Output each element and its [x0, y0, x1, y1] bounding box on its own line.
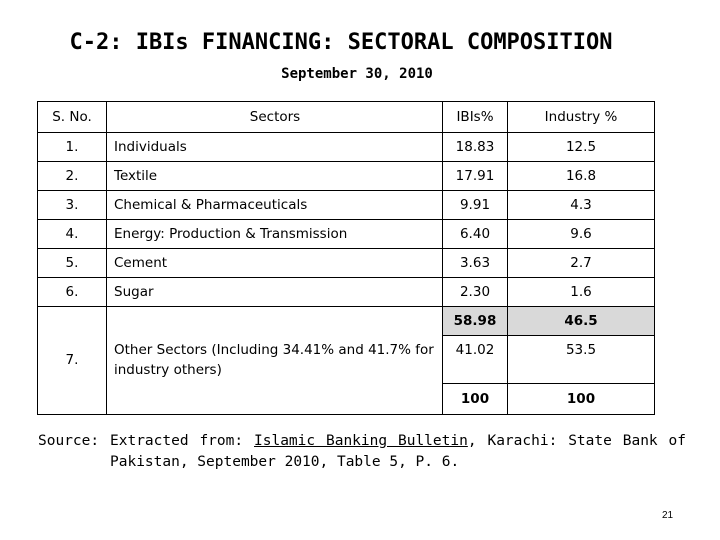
slide-title: C-2: IBIs FINANCING: SECTORAL COMPOSITION [69, 30, 613, 55]
row-ibis: 18.83 [443, 133, 508, 162]
row-ibis: 6.40 [443, 220, 508, 249]
source-suffix: , Karachi: State Bank of Pakistan, September 2010, Table 5, P. 6. [110, 433, 686, 470]
row-ibis: 17.91 [443, 162, 508, 191]
header-industry: Industry % [508, 102, 655, 133]
subtotal-row [38, 307, 655, 336]
other-sectors-row [38, 336, 655, 384]
row-sector: Individuals [107, 133, 443, 162]
source-prefix: Extracted from: [110, 433, 244, 449]
row-ibis: 2.30 [443, 278, 508, 307]
table-row [38, 249, 655, 278]
subtotal-number-empty [38, 307, 107, 336]
row-industry: 9.6 [508, 220, 655, 249]
other-number: 7. [38, 336, 107, 384]
total-industry: 100 [508, 384, 655, 415]
row-sector: Chemical & Pharmaceuticals [107, 191, 443, 220]
source-label: Source: [38, 433, 100, 449]
source-note [38, 431, 686, 473]
table-row [38, 278, 655, 307]
other-industry: 53.5 [508, 336, 655, 384]
row-ibis: 3.63 [443, 249, 508, 278]
header-sno: S. No. [38, 102, 107, 133]
total-number-empty [38, 384, 107, 415]
other-sector: Other Sectors (Including 34.41% and 41.7% for industry others) [107, 336, 443, 384]
total-sector-empty [107, 384, 443, 415]
subtotal-ibis: 58.98 [443, 307, 508, 336]
row-industry: 4.3 [508, 191, 655, 220]
row-sector: Textile [107, 162, 443, 191]
sector-table [37, 101, 655, 415]
row-sector: Sugar [107, 278, 443, 307]
page-number: 21 [662, 510, 674, 521]
row-sector: Cement [107, 249, 443, 278]
row-sector: Energy: Production & Transmission [107, 220, 443, 249]
other-ibis: 41.02 [443, 336, 508, 384]
header-sectors: Sectors [107, 102, 443, 133]
row-ibis: 9.91 [443, 191, 508, 220]
row-industry: 16.8 [508, 162, 655, 191]
row-number: 6. [38, 278, 107, 307]
total-ibis: 100 [443, 384, 508, 415]
slide-subtitle: September 30, 2010 [281, 66, 433, 82]
subtotal-sector-empty [107, 307, 443, 336]
table-row [38, 220, 655, 249]
table-row [38, 191, 655, 220]
total-row [38, 384, 655, 415]
row-number: 1. [38, 133, 107, 162]
source-publication: Islamic Banking Bulletin [254, 433, 468, 449]
subtotal-industry: 46.5 [508, 307, 655, 336]
source-text [110, 431, 686, 473]
row-number: 3. [38, 191, 107, 220]
row-industry: 12.5 [508, 133, 655, 162]
table-row [38, 162, 655, 191]
table-row [38, 133, 655, 162]
row-number: 5. [38, 249, 107, 278]
header-ibis: IBIs% [443, 102, 508, 133]
row-industry: 1.6 [508, 278, 655, 307]
row-industry: 2.7 [508, 249, 655, 278]
row-number: 2. [38, 162, 107, 191]
row-number: 4. [38, 220, 107, 249]
table-header-row [38, 102, 655, 133]
